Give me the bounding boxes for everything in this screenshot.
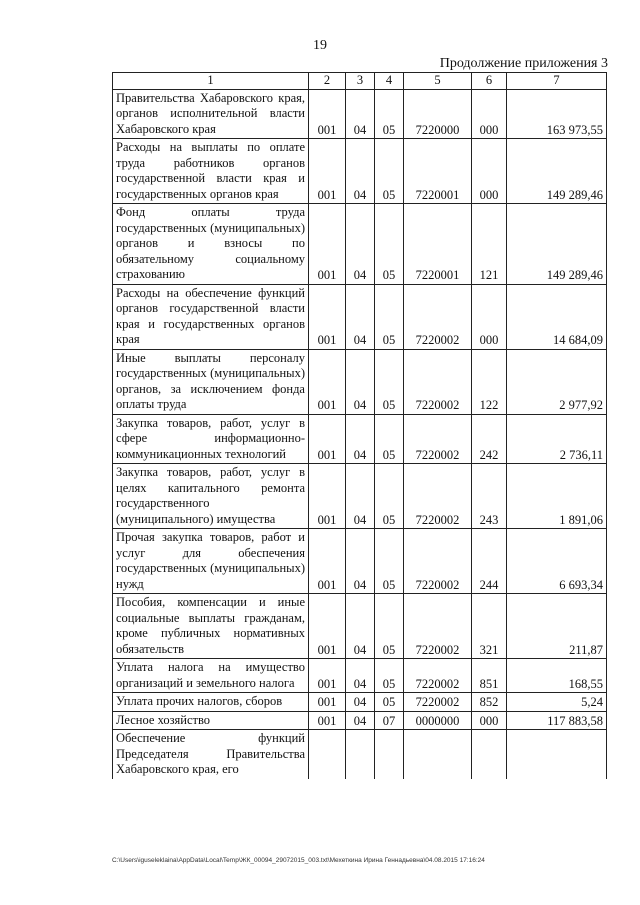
row-name: Иные выплаты персоналу государственных (муниципальных) органов, за исключением фонда оплаты труда [113,349,309,414]
row-expense-type: 000 [472,89,507,139]
row-subsection: 05 [375,89,404,139]
row-name: Правительства Хабаровского края, органов исполнительной власти Хабаровского края [113,89,309,139]
row-admin-code: 001 [309,711,346,730]
row-subsection: 05 [375,529,404,594]
table-row [113,349,607,414]
row-admin-code: 001 [309,89,346,139]
row-amount: 149 289,46 [507,204,607,285]
row-section: 04 [346,464,375,529]
row-amount: 14 684,09 [507,284,607,349]
row-section: 04 [346,594,375,659]
row-admin-code: 001 [309,204,346,285]
table-row [113,711,607,730]
row-name: Прочая закупка товаров, работ и услуг для обеспечения государственных (муниципальных) нужд [113,529,309,594]
row-amount: 163 973,55 [507,89,607,139]
row-admin-code: 001 [309,414,346,464]
row-name: Расходы на обеспечение функций органов государственной власти края и государственных органов края [113,284,309,349]
row-amount: 211,87 [507,594,607,659]
file-path-footer: C:\Users\iguseleklaina\AppData\Local\Temp\ЖК_00094_29072015_003.txt\Мехеткина Ирина Геннадьевна\04.08.2015 17:16:24 [112,857,485,864]
row-amount: 149 289,46 [507,139,607,204]
row-section: 04 [346,711,375,730]
row-subsection: 05 [375,349,404,414]
row-expense-type: 000 [472,711,507,730]
row-name: Уплата налога на имущество организаций и земельного налога [113,659,309,693]
row-target-article: 7220001 [404,139,472,204]
budget-table [112,72,607,779]
row-expense-type: 243 [472,464,507,529]
row-subsection: 07 [375,711,404,730]
row-admin-code: 001 [309,284,346,349]
row-target-article: 7220002 [404,464,472,529]
row-target-article: 7220000 [404,89,472,139]
row-amount [507,730,607,779]
row-amount: 117 883,58 [507,711,607,730]
row-section: 04 [346,139,375,204]
table-row [113,730,607,779]
row-target-article: 7220002 [404,594,472,659]
row-section: 04 [346,659,375,693]
row-target-article: 7220002 [404,693,472,712]
row-section: 04 [346,693,375,712]
row-admin-code [309,730,346,779]
row-subsection: 05 [375,204,404,285]
row-section: 04 [346,89,375,139]
row-subsection: 05 [375,594,404,659]
row-admin-code: 001 [309,594,346,659]
row-amount: 2 977,92 [507,349,607,414]
table-row [113,529,607,594]
table-row [113,464,607,529]
col-header-3: 3 [346,73,375,90]
row-subsection [375,730,404,779]
row-target-article: 7220002 [404,529,472,594]
col-header-2: 2 [309,73,346,90]
row-admin-code: 001 [309,139,346,204]
row-section: 04 [346,529,375,594]
row-expense-type [472,730,507,779]
row-admin-code: 001 [309,529,346,594]
row-admin-code: 001 [309,349,346,414]
row-admin-code: 001 [309,464,346,529]
row-amount: 168,55 [507,659,607,693]
row-subsection: 05 [375,464,404,529]
row-target-article: 7220002 [404,284,472,349]
table-row [113,414,607,464]
row-subsection: 05 [375,284,404,349]
row-section: 04 [346,414,375,464]
row-expense-type: 244 [472,529,507,594]
row-subsection: 05 [375,693,404,712]
col-header-1: 1 [113,73,309,90]
row-expense-type: 122 [472,349,507,414]
table-row [113,139,607,204]
row-target-article: 7220001 [404,204,472,285]
row-name: Обеспечение функций Председателя Правительства Хабаровского края, его [113,730,309,779]
page-number: 19 [313,38,327,53]
row-expense-type: 000 [472,284,507,349]
row-target-article: 0000000 [404,711,472,730]
table-row [113,594,607,659]
row-target-article: 7220002 [404,349,472,414]
row-section [346,730,375,779]
row-name: Лесное хозяйство [113,711,309,730]
col-header-6: 6 [472,73,507,90]
row-admin-code: 001 [309,659,346,693]
row-expense-type: 242 [472,414,507,464]
continuation-label: Продолжение приложения 3 [439,56,608,71]
row-expense-type: 851 [472,659,507,693]
row-section: 04 [346,349,375,414]
row-amount: 1 891,06 [507,464,607,529]
row-admin-code: 001 [309,693,346,712]
table-row [113,693,607,712]
row-amount: 2 736,11 [507,414,607,464]
table-row [113,659,607,693]
row-subsection: 05 [375,139,404,204]
row-name: Пособия, компенсации и иные социальные выплаты гражданам, кроме публичных нормативных обязательств [113,594,309,659]
row-section: 04 [346,204,375,285]
row-expense-type: 852 [472,693,507,712]
col-header-4: 4 [375,73,404,90]
row-amount: 6 693,34 [507,529,607,594]
row-name: Расходы на выплаты по оплате труда работников органов государственной власти края и государственных органов края [113,139,309,204]
col-header-5: 5 [404,73,472,90]
row-name: Закупка товаров, работ, услуг в сфере информационно-коммуникационных технологий [113,414,309,464]
row-target-article: 7220002 [404,414,472,464]
row-name: Фонд оплаты труда государственных (муниципальных) органов и взносы по обязательному социальному страхованию [113,204,309,285]
row-amount: 5,24 [507,693,607,712]
row-expense-type: 321 [472,594,507,659]
row-target-article: 7220002 [404,659,472,693]
row-name: Уплата прочих налогов, сборов [113,693,309,712]
table-row [113,204,607,285]
row-target-article [404,730,472,779]
row-expense-type: 000 [472,139,507,204]
row-section: 04 [346,284,375,349]
table-row [113,284,607,349]
row-subsection: 05 [375,659,404,693]
table-row [113,89,607,139]
row-name: Закупка товаров, работ, услуг в целях капитального ремонта государственного (муниципального) имущества [113,464,309,529]
row-expense-type: 121 [472,204,507,285]
header-row [113,73,607,90]
col-header-7: 7 [507,73,607,90]
row-subsection: 05 [375,414,404,464]
